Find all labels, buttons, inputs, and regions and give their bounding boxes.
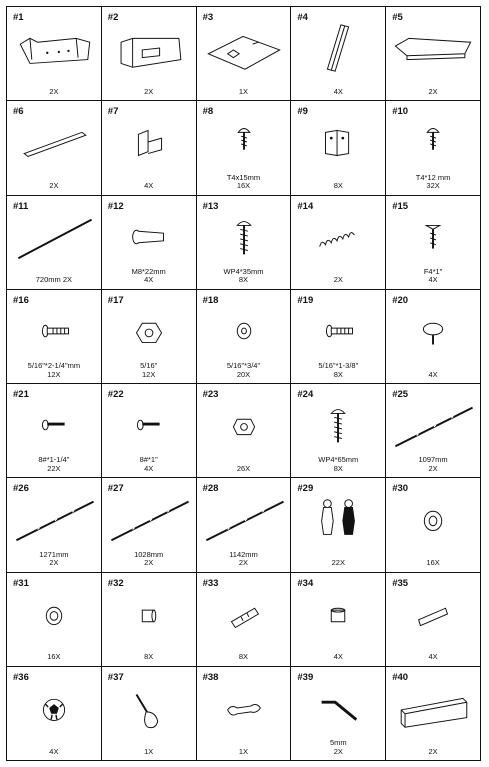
part-number: #19 (297, 294, 314, 306)
wood-bar-icon (7, 115, 102, 169)
part-label-line: WP4*65mm (318, 455, 359, 465)
part-cell (197, 667, 292, 761)
part-label (197, 268, 291, 285)
part-label-line: 5mm (329, 738, 347, 747)
part-number: #3 (202, 12, 214, 23)
part-label-line: 2X (428, 86, 438, 96)
part-cell (197, 384, 292, 478)
part-label (386, 559, 480, 568)
part-number: #31 (13, 577, 29, 589)
part-number: #23 (202, 389, 219, 400)
part-cell (386, 478, 481, 572)
part-label (386, 268, 480, 285)
part-label (7, 551, 101, 568)
part-label-line: 16X (426, 558, 440, 567)
wedge-icon (386, 587, 481, 641)
part-number: #30 (392, 483, 409, 495)
part-cell (102, 290, 197, 384)
soccer-ball-icon (7, 681, 102, 735)
hinge-bracket-icon (291, 115, 386, 169)
wood-screw-icon (291, 398, 386, 452)
part-label (102, 362, 196, 379)
lock-nut-icon (197, 398, 292, 452)
part-label-line: 5/16" (140, 361, 158, 370)
part-cell (291, 573, 386, 667)
part-label-line: 22X (47, 463, 61, 473)
part-cell (7, 7, 102, 101)
part-label-line: 4X (428, 369, 438, 379)
part-label-line: 8X (333, 369, 343, 379)
part-label-line: 2X (238, 558, 249, 567)
part-cell (7, 667, 102, 761)
part-cell (291, 7, 386, 101)
corner-bracket-icon (102, 115, 197, 169)
part-cell (197, 478, 292, 572)
part-cell (291, 196, 386, 290)
part-label-line: 4X (144, 181, 154, 190)
part-cell (102, 101, 197, 195)
part-label-line: 5/16"*1-3/8" (318, 361, 359, 370)
bearing-ring-icon (7, 587, 102, 641)
part-label (7, 456, 101, 473)
part-label-line: 720mm 2X (35, 275, 73, 285)
part-label-line: 4X (428, 275, 438, 285)
part-label (102, 182, 196, 191)
part-label-line: 2X (49, 86, 59, 96)
part-cell (7, 384, 102, 478)
truss-screw-icon (197, 115, 292, 169)
machine-bolt-icon (7, 304, 102, 358)
part-cell (197, 290, 292, 384)
part-label (7, 748, 101, 757)
part-label (102, 551, 196, 568)
part-number: #32 (107, 577, 124, 589)
part-label (7, 88, 101, 97)
wood-screw-icon (197, 210, 292, 264)
hex-key-icon (291, 681, 386, 735)
part-label (291, 559, 385, 568)
part-cell (197, 196, 292, 290)
part-number: #14 (297, 200, 314, 212)
part-number: #39 (297, 671, 314, 683)
part-label-line: 1X (238, 746, 249, 756)
part-cell (102, 573, 197, 667)
part-label-line: 8X (238, 275, 249, 285)
part-label (7, 182, 101, 191)
machine-bolt-icon (291, 304, 386, 358)
part-label (291, 456, 385, 473)
part-label (7, 362, 101, 379)
part-label (197, 465, 291, 474)
part-label-line: 2X (49, 558, 59, 567)
part-label (291, 362, 385, 379)
part-label-line: 1X (238, 86, 249, 96)
part-number: #2 (107, 12, 119, 23)
part-label-line: 1271mm (39, 549, 69, 559)
player-rod-icon (7, 492, 102, 546)
part-label-line: 2X (144, 558, 154, 567)
part-number: #18 (202, 294, 219, 306)
part-label-line: 8#*1-1/4" (38, 455, 70, 465)
part-cell (291, 478, 386, 572)
part-cell (386, 573, 481, 667)
part-label-line: 1142mm (229, 549, 258, 559)
part-label-line: 2X (49, 181, 59, 190)
part-label (291, 739, 385, 756)
part-label (386, 371, 480, 380)
part-label-line: T4x15mm (226, 172, 261, 182)
part-label-line: 8X (144, 652, 154, 662)
part-cell (102, 7, 197, 101)
part-number: #28 (202, 483, 219, 495)
part-label-line: 20X (236, 369, 251, 379)
part-label-line: 4X (144, 463, 154, 473)
part-label (102, 748, 196, 757)
part-label (102, 268, 196, 285)
hex-nut-icon (102, 304, 197, 358)
part-label-line: 26X (236, 463, 251, 473)
end-bracket-icon (102, 21, 197, 75)
part-number: #7 (107, 106, 119, 118)
part-label (197, 748, 291, 757)
machine-screw-icon (102, 398, 197, 452)
part-label (102, 653, 196, 662)
part-label (7, 276, 101, 285)
part-number: #6 (13, 106, 24, 118)
angle-leg-icon (291, 21, 386, 75)
part-number: #29 (297, 483, 314, 495)
part-number: #37 (107, 671, 124, 683)
leveler-foot-icon (386, 304, 481, 358)
part-cell (291, 384, 386, 478)
sleeve-icon (291, 587, 386, 641)
player-rod-icon (386, 398, 481, 452)
part-label (291, 653, 385, 662)
part-cell (386, 196, 481, 290)
part-label (386, 174, 480, 191)
part-label-line: 4X (333, 652, 343, 662)
part-label-line: 5/16"*2-1/4"mm (27, 361, 81, 370)
part-cell (291, 667, 386, 761)
part-label (197, 88, 291, 97)
part-label-line: 4X (428, 652, 438, 662)
part-label (386, 456, 480, 473)
part-number: #27 (107, 483, 124, 495)
part-cell (197, 573, 292, 667)
part-label-line: 2X (333, 746, 343, 756)
part-label-line: 5/16"*3/4" (226, 361, 261, 370)
part-number: #10 (392, 106, 409, 118)
machine-screw-icon (7, 398, 102, 452)
part-label-line: 2X (428, 463, 438, 473)
part-cell (197, 7, 292, 101)
part-label-line: 2X (333, 275, 343, 285)
part-label (291, 276, 385, 285)
part-number: #1 (13, 12, 24, 23)
part-label-line: 4X (49, 746, 59, 756)
spring-strip-icon (291, 210, 386, 264)
part-cell (197, 101, 292, 195)
player-rod-icon (197, 492, 292, 546)
part-number: #21 (13, 389, 29, 400)
part-number: #36 (13, 671, 29, 683)
part-number: #17 (107, 294, 124, 306)
part-label-line: 2X (428, 746, 438, 756)
part-label-line: 1028mm (134, 549, 164, 559)
washer-icon (197, 304, 292, 358)
part-label-line: 8X (333, 463, 343, 473)
long-plate-icon (386, 21, 481, 75)
part-cell (386, 384, 481, 478)
part-label-line: T4*12 mm (415, 172, 451, 182)
part-label (197, 362, 291, 379)
part-label (102, 456, 196, 473)
part-number: #9 (297, 106, 308, 118)
part-cell (102, 384, 197, 478)
part-number: #34 (297, 577, 314, 589)
part-number: #40 (392, 671, 409, 683)
wrench-plate-icon (197, 681, 292, 735)
part-label (197, 174, 291, 191)
part-number: #5 (392, 12, 403, 23)
part-label-line: 32X (426, 181, 440, 190)
part-label-line: 16X (236, 181, 251, 190)
part-label-line: 4X (144, 275, 154, 285)
part-cell (386, 101, 481, 195)
tool-icon (102, 681, 197, 735)
part-label (386, 88, 480, 97)
part-label (102, 88, 196, 97)
part-number: #22 (107, 389, 124, 400)
part-label-line: 1X (144, 746, 154, 756)
part-label-line: 8#*1" (139, 455, 158, 465)
part-number: #24 (297, 389, 314, 400)
part-number: #12 (107, 200, 124, 212)
parts-grid (6, 6, 481, 761)
part-label (7, 653, 101, 662)
truss-screw-icon (386, 115, 481, 169)
part-label-line: 16X (47, 652, 61, 662)
part-number: #35 (392, 577, 409, 589)
part-number: #15 (392, 200, 409, 212)
part-label-line: WP4*35mm (223, 266, 264, 276)
part-number: #38 (202, 671, 219, 683)
part-label-line: 4X (333, 86, 343, 96)
part-label (386, 748, 480, 757)
part-label-line: M8*22mm (131, 266, 166, 276)
part-number: #8 (202, 106, 214, 118)
part-number: #33 (202, 577, 219, 589)
part-cell (7, 101, 102, 195)
part-label (291, 182, 385, 191)
part-cell (7, 196, 102, 290)
part-label-line: 2X (144, 86, 154, 96)
part-number: #13 (202, 200, 219, 212)
part-cell (102, 667, 197, 761)
part-number: #25 (392, 389, 409, 400)
part-cell (102, 478, 197, 572)
part-number: #4 (297, 12, 308, 23)
panel-plate-icon (197, 21, 292, 75)
side-rail-icon (7, 21, 102, 75)
flat-screw-icon (386, 210, 481, 264)
part-cell (102, 196, 197, 290)
part-label-line: F4*1" (423, 266, 443, 276)
part-label-line: 12X (47, 369, 61, 379)
part-number: #20 (392, 294, 409, 306)
part-number: #16 (13, 294, 29, 306)
player-figure-icon (291, 492, 386, 546)
part-label (197, 551, 291, 568)
part-cell (7, 573, 102, 667)
steel-rod-icon (7, 210, 102, 264)
part-label-line: 12X (142, 369, 156, 379)
part-label-line: 8X (333, 181, 343, 190)
part-label (197, 653, 291, 662)
part-cell (386, 290, 481, 384)
part-label (386, 653, 480, 662)
part-label-line: 22X (331, 558, 345, 567)
part-cell (386, 7, 481, 101)
part-label (291, 88, 385, 97)
corner-guard-icon (386, 681, 481, 735)
part-cell (386, 667, 481, 761)
part-cell (291, 101, 386, 195)
bolt-icon (102, 210, 197, 264)
bumper-ring-icon (386, 492, 481, 546)
part-number: #11 (13, 200, 29, 212)
part-number: #26 (13, 483, 29, 495)
part-cell (7, 290, 102, 384)
part-label-line: 1097mm (418, 455, 448, 465)
handle-grip-icon (197, 587, 292, 641)
part-label-line: 8X (238, 652, 249, 662)
part-cell (291, 290, 386, 384)
end-cap-icon (102, 587, 197, 641)
part-cell (7, 478, 102, 572)
player-rod-icon (102, 492, 197, 546)
